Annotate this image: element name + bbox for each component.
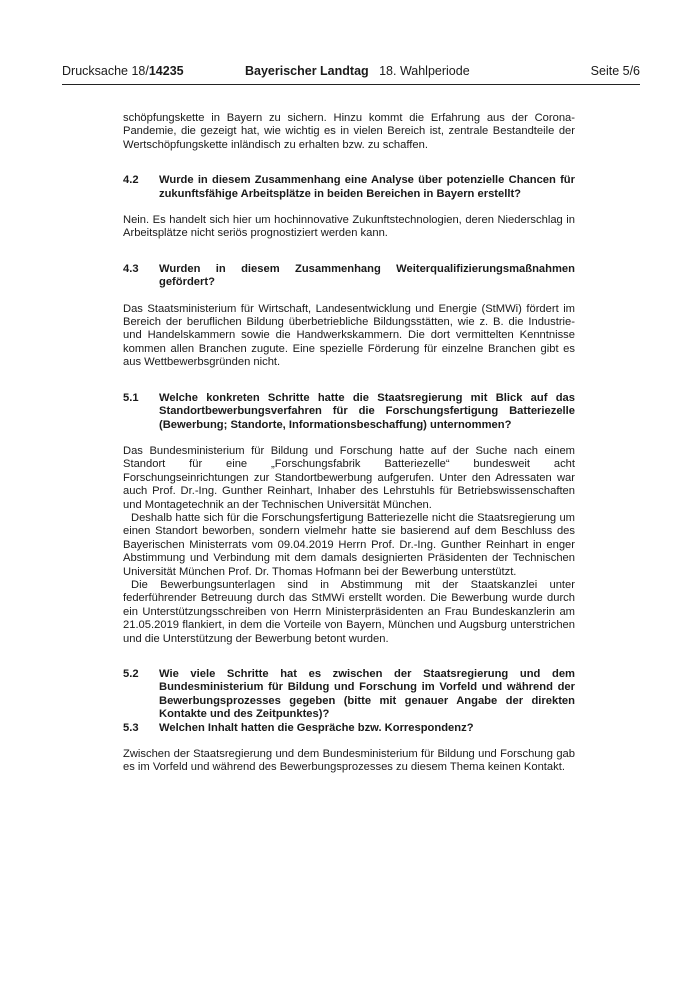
page-header: [62, 64, 640, 84]
question-number: 5.3: [123, 721, 139, 734]
parliament-info: [245, 64, 470, 78]
question-5-3: [123, 722, 575, 735]
question-number: 5.2: [123, 668, 139, 680]
question-text: Welche konkreten Schritte hatte die Staatsregierung mit Blick auf das Standortbewerbungsverfahren für die Forschungsfertigung Batteriezelle (Bewerbung; Standorte, Informationsbeschaffung) unternommen?: [159, 391, 575, 431]
question-text: Wurde in diesem Zusammenhang eine Analyse über potenzielle Chancen für zukunftsfähige Arbeitsplätze in beiden Bereichen in Bayern erstellt?: [159, 174, 575, 200]
question-number: 5.1: [123, 391, 139, 404]
drucksache-reference: [62, 64, 184, 78]
answer-5-1-paragraph-3: Die Bewerbungsunterlagen sind in Abstimmung mit der Staatskanzlei unter federführender Betreuung durch das StMWi erstellt worden. Die Bewerbung wurde durch ein Unterstützungsschreiben von Herrn Ministerpräsidenten an Frau Bundeskanzlerin am 21.05.2019 flankiert, in dem die Vorteile von Bayern, München und Augsburg unterstrichen und die Unterstützung der Bewerbung betont wurden.: [123, 578, 575, 645]
legislative-period: 18. Wahlperiode: [379, 64, 470, 78]
answer-4-3: Das Staatsministerium für Wirtschaft, Landesentwicklung und Energie (StMWi) fördert im Bereich der beruflichen Bildung überbetriebliche Bildungsstätten, wie z. B. die Industrie- und Handelskammern sowie die Handwerkskammern. Die dort vermittelten Kenntnisse kommen allen Branchen zugute. Eine spezielle Förderung für einzelne Branchen gibt es aus Wettbewerbsgründen nicht.: [123, 302, 575, 369]
question-5-2: [123, 668, 575, 722]
question-number: 4.2: [123, 174, 139, 187]
drucksache-label: Drucksache 18/: [62, 64, 149, 78]
header-rule: [62, 84, 640, 85]
answer-5-1-paragraph-1: Das Bundesministerium für Bildung und Forschung hatte auf der Suche nach einem Standort für eine „Forschungsfabrik Batteriezelle“ bundesweit acht Forschungseinrichtungen zur Standortbewerbung aufgerufen. Unter den Adressaten war auch Prof. Dr.-Ing. Gunther Reinhart, Inhaber des Lehrstuhls für Betriebswissenschaften und Montagetechnik an der Technischen Universität München.: [123, 444, 575, 511]
question-4-3: [123, 263, 575, 290]
question-text: Welchen Inhalt hatten die Gespräche bzw. Korrespondenz?: [159, 721, 474, 734]
question-text: Wie viele Schritte hat es zwischen der Staatsregierung und dem Bundesministerium für Bildung und Forschung im Vorfeld und während der Bewerbungsprozesses gegeben (bitte mit genauer Angabe der direkten Kontakte und des Zeitpunktes)?: [159, 668, 575, 721]
drucksache-number: 14235: [148, 64, 184, 78]
question-5-1: [123, 392, 575, 432]
parliament-name: Bayerischer Landtag: [245, 64, 369, 78]
question-text: Wurden in diesem Zusammenhang Weiterqualifizierungsmaßnahmen gefördert?: [159, 262, 575, 289]
answer-5-1-paragraph-2: Deshalb hatte sich für die Forschungsfertigung Batteriezelle nicht die Staatsregierung um einen Standort beworben, sondern vielmehr hatte sie basierend auf dem Beschluss des Bayerischen Ministerrats vom 09.04.2019 Herrn Prof. Dr.-Ing. Gunther Reinhart in enger Abstimmung und Verbindung mit dem damals designierten Präsidenten der Technischen Universität München Prof. Dr. Thomas Hofmann bei der Bewerbung unterstützt.: [123, 511, 575, 578]
question-4-2: [123, 174, 575, 201]
document-body: [123, 112, 575, 775]
question-number: 4.3: [123, 262, 139, 275]
page-number: Seite 5/6: [590, 64, 640, 78]
intro-paragraph: schöpfungskette in Bayern zu sichern. Hinzu kommt die Erfahrung aus der Corona-Pandemie, die gezeigt hat, wie wichtig es in vielen Bereich ist, zentrale Bestandteile der Wertschöpfungskette inländisch zu erhalten bzw. zu schaffen.: [123, 112, 575, 151]
answer-4-2: Nein. Es handelt sich hier um hochinnovative Zukunftstechnologien, deren Niederschlag in Arbeitsplätze nicht seriös prognostiziert werden kann.: [123, 214, 575, 240]
answer-5-2-5-3: Zwischen der Staatsregierung und dem Bundesministerium für Bildung und Forschung gab es im Vorfeld und während des Bewerbungsprozesses zu diesem Thema keinen Kontakt.: [123, 748, 575, 774]
